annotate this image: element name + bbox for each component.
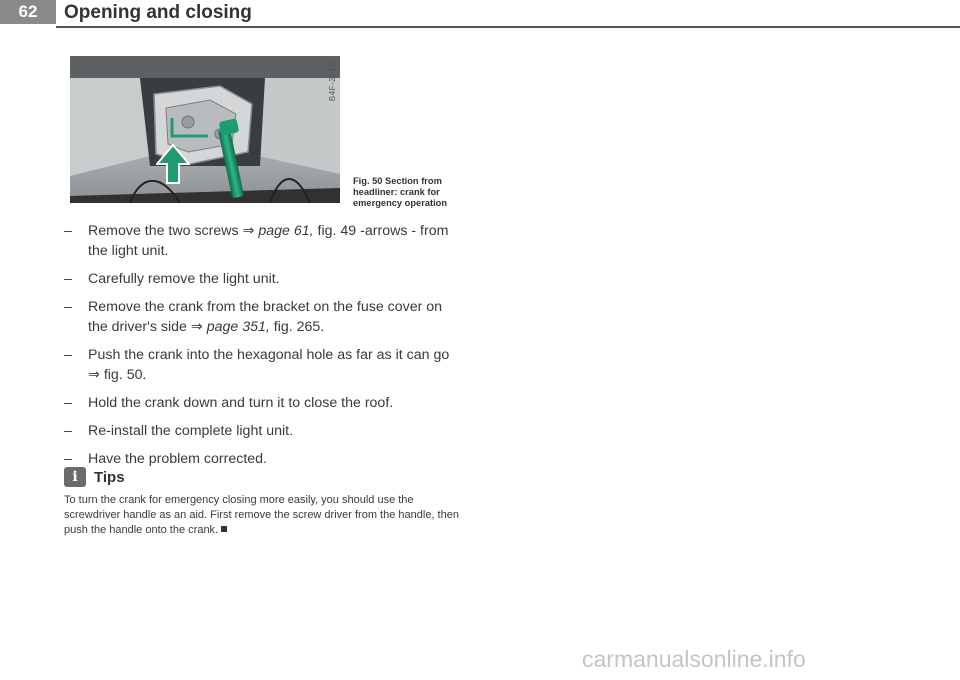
page-reference-link[interactable]: page 61,	[258, 223, 314, 239]
arrow-up-icon	[156, 144, 190, 184]
list-item	[64, 297, 464, 337]
step-dash: –	[64, 451, 72, 467]
end-of-section-icon	[221, 526, 227, 532]
step-dash: –	[64, 423, 72, 439]
info-icon: i	[64, 467, 86, 487]
step-text-after: fig. 265.	[269, 319, 325, 335]
page-title: Opening and closing	[64, 2, 252, 23]
step-dash: –	[64, 223, 72, 239]
page-reference-link[interactable]: page 351,	[206, 319, 270, 335]
step-text: Hold the crank down and turn it to close the roof.	[88, 395, 394, 411]
headliner-illustration	[70, 56, 340, 203]
step-text: Re-install the complete light unit.	[88, 423, 294, 439]
step-dash: –	[64, 395, 72, 411]
figure-image	[70, 56, 340, 203]
step-dash: –	[64, 347, 72, 363]
figure-caption: Fig. 50 Section from headliner: crank for emergency operation	[353, 176, 448, 208]
watermark: carmanualsonline.info	[582, 646, 806, 672]
step-text-after: fig. 49 -arrows - from the light unit.	[88, 223, 449, 259]
tips-text	[64, 493, 468, 538]
header-rule	[56, 26, 960, 28]
step-dash: –	[64, 271, 72, 287]
figure-code: B4F-2018	[328, 62, 337, 102]
list-item	[64, 449, 464, 469]
steps-list	[64, 221, 464, 477]
step-text: Push the crank into the hexagonal hole as far as it can go ⇒ fig. 50.	[88, 347, 450, 383]
tips-label: Tips	[94, 469, 125, 486]
step-text-before: Remove the crank from the bracket on the fuse cover on the driver's side ⇒	[88, 299, 443, 335]
list-item	[64, 269, 464, 289]
step-text-before: Remove the two screws ⇒	[88, 223, 259, 239]
list-item	[64, 421, 464, 441]
list-item	[64, 393, 464, 413]
step-dash: –	[64, 299, 72, 315]
list-item	[64, 221, 464, 261]
tips-body: To turn the crank for emergency closing more easily, you should use the screwdriver handle as an aid. First remove the screw driver from the handle, then push the handle onto the crank.	[64, 494, 459, 536]
step-text: Have the problem corrected.	[88, 451, 268, 467]
step-text: Carefully remove the light unit.	[88, 271, 280, 287]
page-number-badge: 62	[0, 0, 56, 24]
list-item	[64, 345, 464, 385]
